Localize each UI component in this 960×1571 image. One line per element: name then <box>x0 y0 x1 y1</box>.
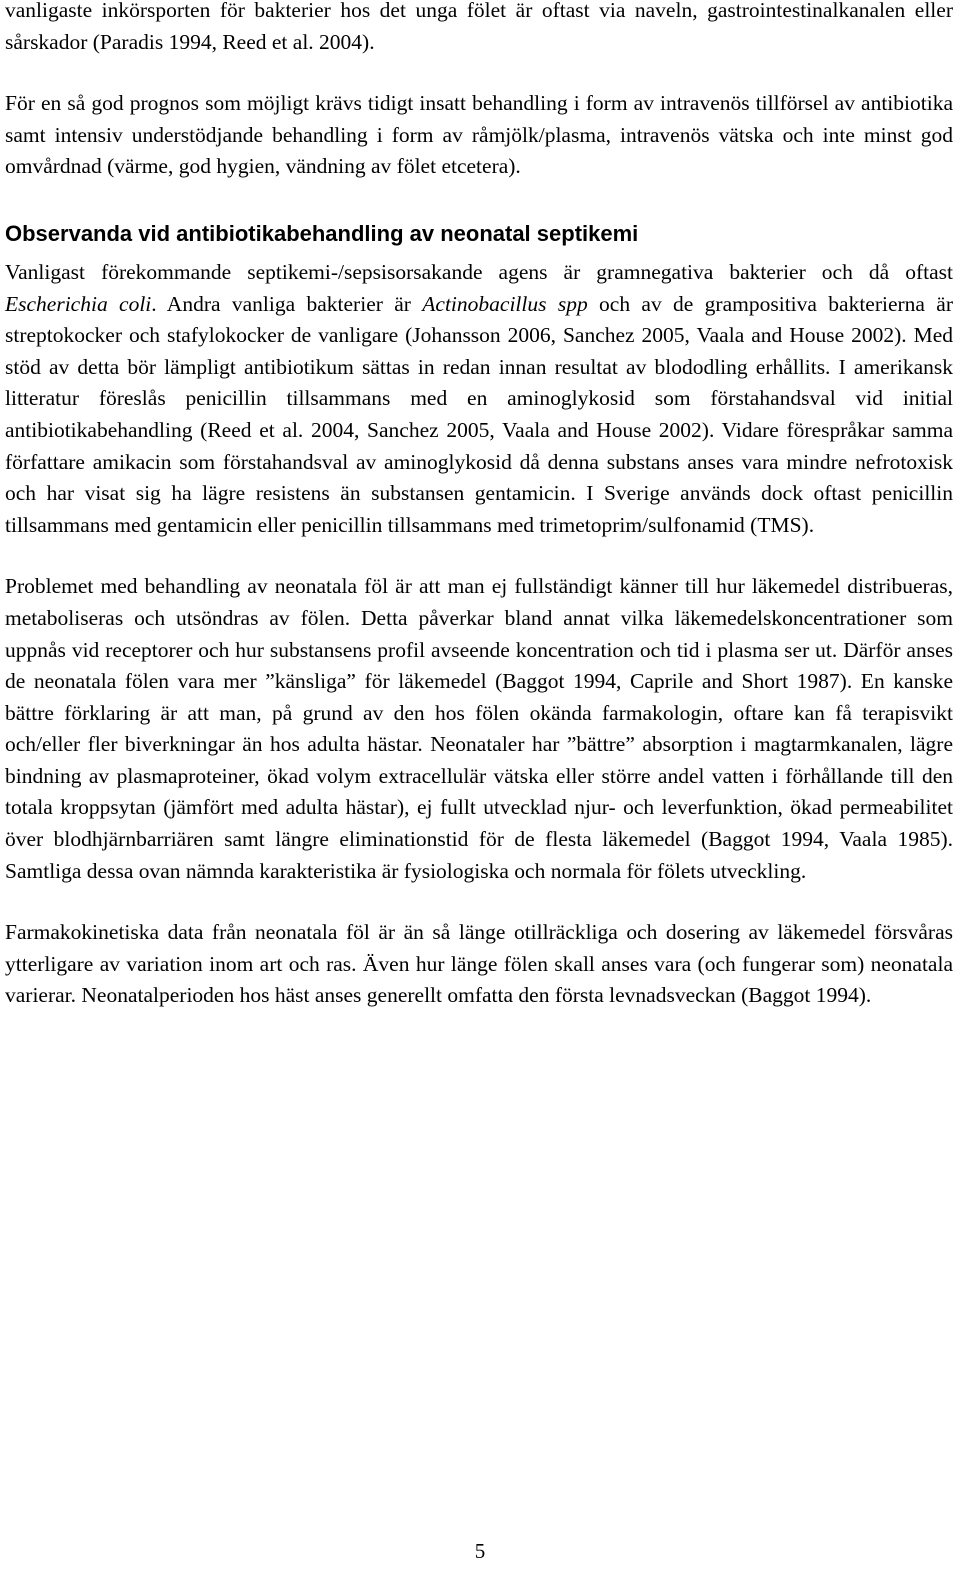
agents-text-1: Vanligast förekommande septikemi-/sepsisorsakande agens är gramnegativa bakterier och då oftast <box>5 259 953 284</box>
agents-text-2: . Andra vanliga bakterier är <box>151 291 423 316</box>
document-page <box>5 0 953 1012</box>
paragraph-continued: vanligaste inkörsporten för bakterier hos det unga fölet är oftast via naveln, gastrointestinalkanalen eller sårskador (Paradis 1994, Reed et al. 2004). <box>5 0 953 54</box>
section-heading: Observanda vid antibiotikabehandling av neonatal septikemi <box>5 220 639 246</box>
species-name-actinobacillus: Actinobacillus spp <box>422 291 588 316</box>
agents-text-3: och av de grampositiva bakterierna är streptokocker och stafylokocker de vanligare (Johansson 2006, Sanchez 2005, Vaala and House 2002). Med stöd av detta bör lämpligt antibiotikum sättas in redan innan resultat av blododling erhållits. I amerikansk litteratur föreslås penicillin tillsammans med en aminoglykosid som förstahandsval vid initial antibiotikabehandling (Reed et al. 2004, Sanchez 2005, Vaala and House 2002). Vidare förespråkar samma författare amikacin som förstahandsval av aminoglykosid då denna substans anses vara mindre nefrotoxisk och har visat sig ha lägre resistens än substansen gentamicin. I Sverige används dock oftast penicillin tillsammans med gentamicin eller penicillin tillsammans med trimetoprim/sulfonamid (TMS). <box>5 291 954 537</box>
species-name-escherichia: Escherichia coli <box>5 291 152 316</box>
paragraph-pharmacokinetics: Farmakokinetiska data från neonatala föl är än så länge otillräckliga och dosering av läkemedel försvåras ytterligare av variation inom art och ras. Även hur länge fölen skall anses vara (och fungerar som) neonatala varierar. Neonatalperioden hos häst anses generellt omfatta den första levnadsveckan (Baggot 1994). <box>5 920 953 1008</box>
page-number: 5 <box>474 1539 486 1563</box>
paragraph-agents <box>5 257 953 541</box>
paragraph-prognosis: För en så god prognos som möjligt krävs tidigt insatt behandling i form av intravenös tillförsel av antibiotika samt intensiv understödjande behandling i form av råmjölk/plasma, intravenös vätska och inte minst god omvårdnad (värme, god hygien, vändning av fölet etcetera). <box>5 91 953 179</box>
paragraph-problem: Problemet med behandling av neonatala föl är att man ej fullständigt känner till hur läkemedel distribueras, metaboliseras och utsöndras av fölen. Detta påverkar bland annat vilka läkemedelskoncentrationer som uppnås vid receptorer och hur substansens profil avseende koncentration och tid i plasma ser ut. Därför anses de neonatala fölen vara mer ”känsliga” för läkemedel (Baggot 1994, Caprile and Short 1987). En kanske bättre förklaring är att man, på grund av den hos fölen okända farmakologin, oftare kan få terapisvikt och/eller fler biverkningar än hos adulta hästar. Neonataler har ”bättre” absorption i magtarmkanalen, lägre bindning av plasmaproteiner, ökad volym extracellulär vätska eller större andel vatten i förhållande till den totala kroppsytan (jämfört med adulta hästar), ej fullt utvecklad njur- och leverfunktion, ökad permeabilitet över blodhjärnbarriären samt längre eliminationstid för de flesta läkemedel (Baggot 1994, Vaala 1985). Samtliga dessa ovan nämnda karakteristika är fysiologiska och normala för fölets utveckling. <box>5 574 953 883</box>
